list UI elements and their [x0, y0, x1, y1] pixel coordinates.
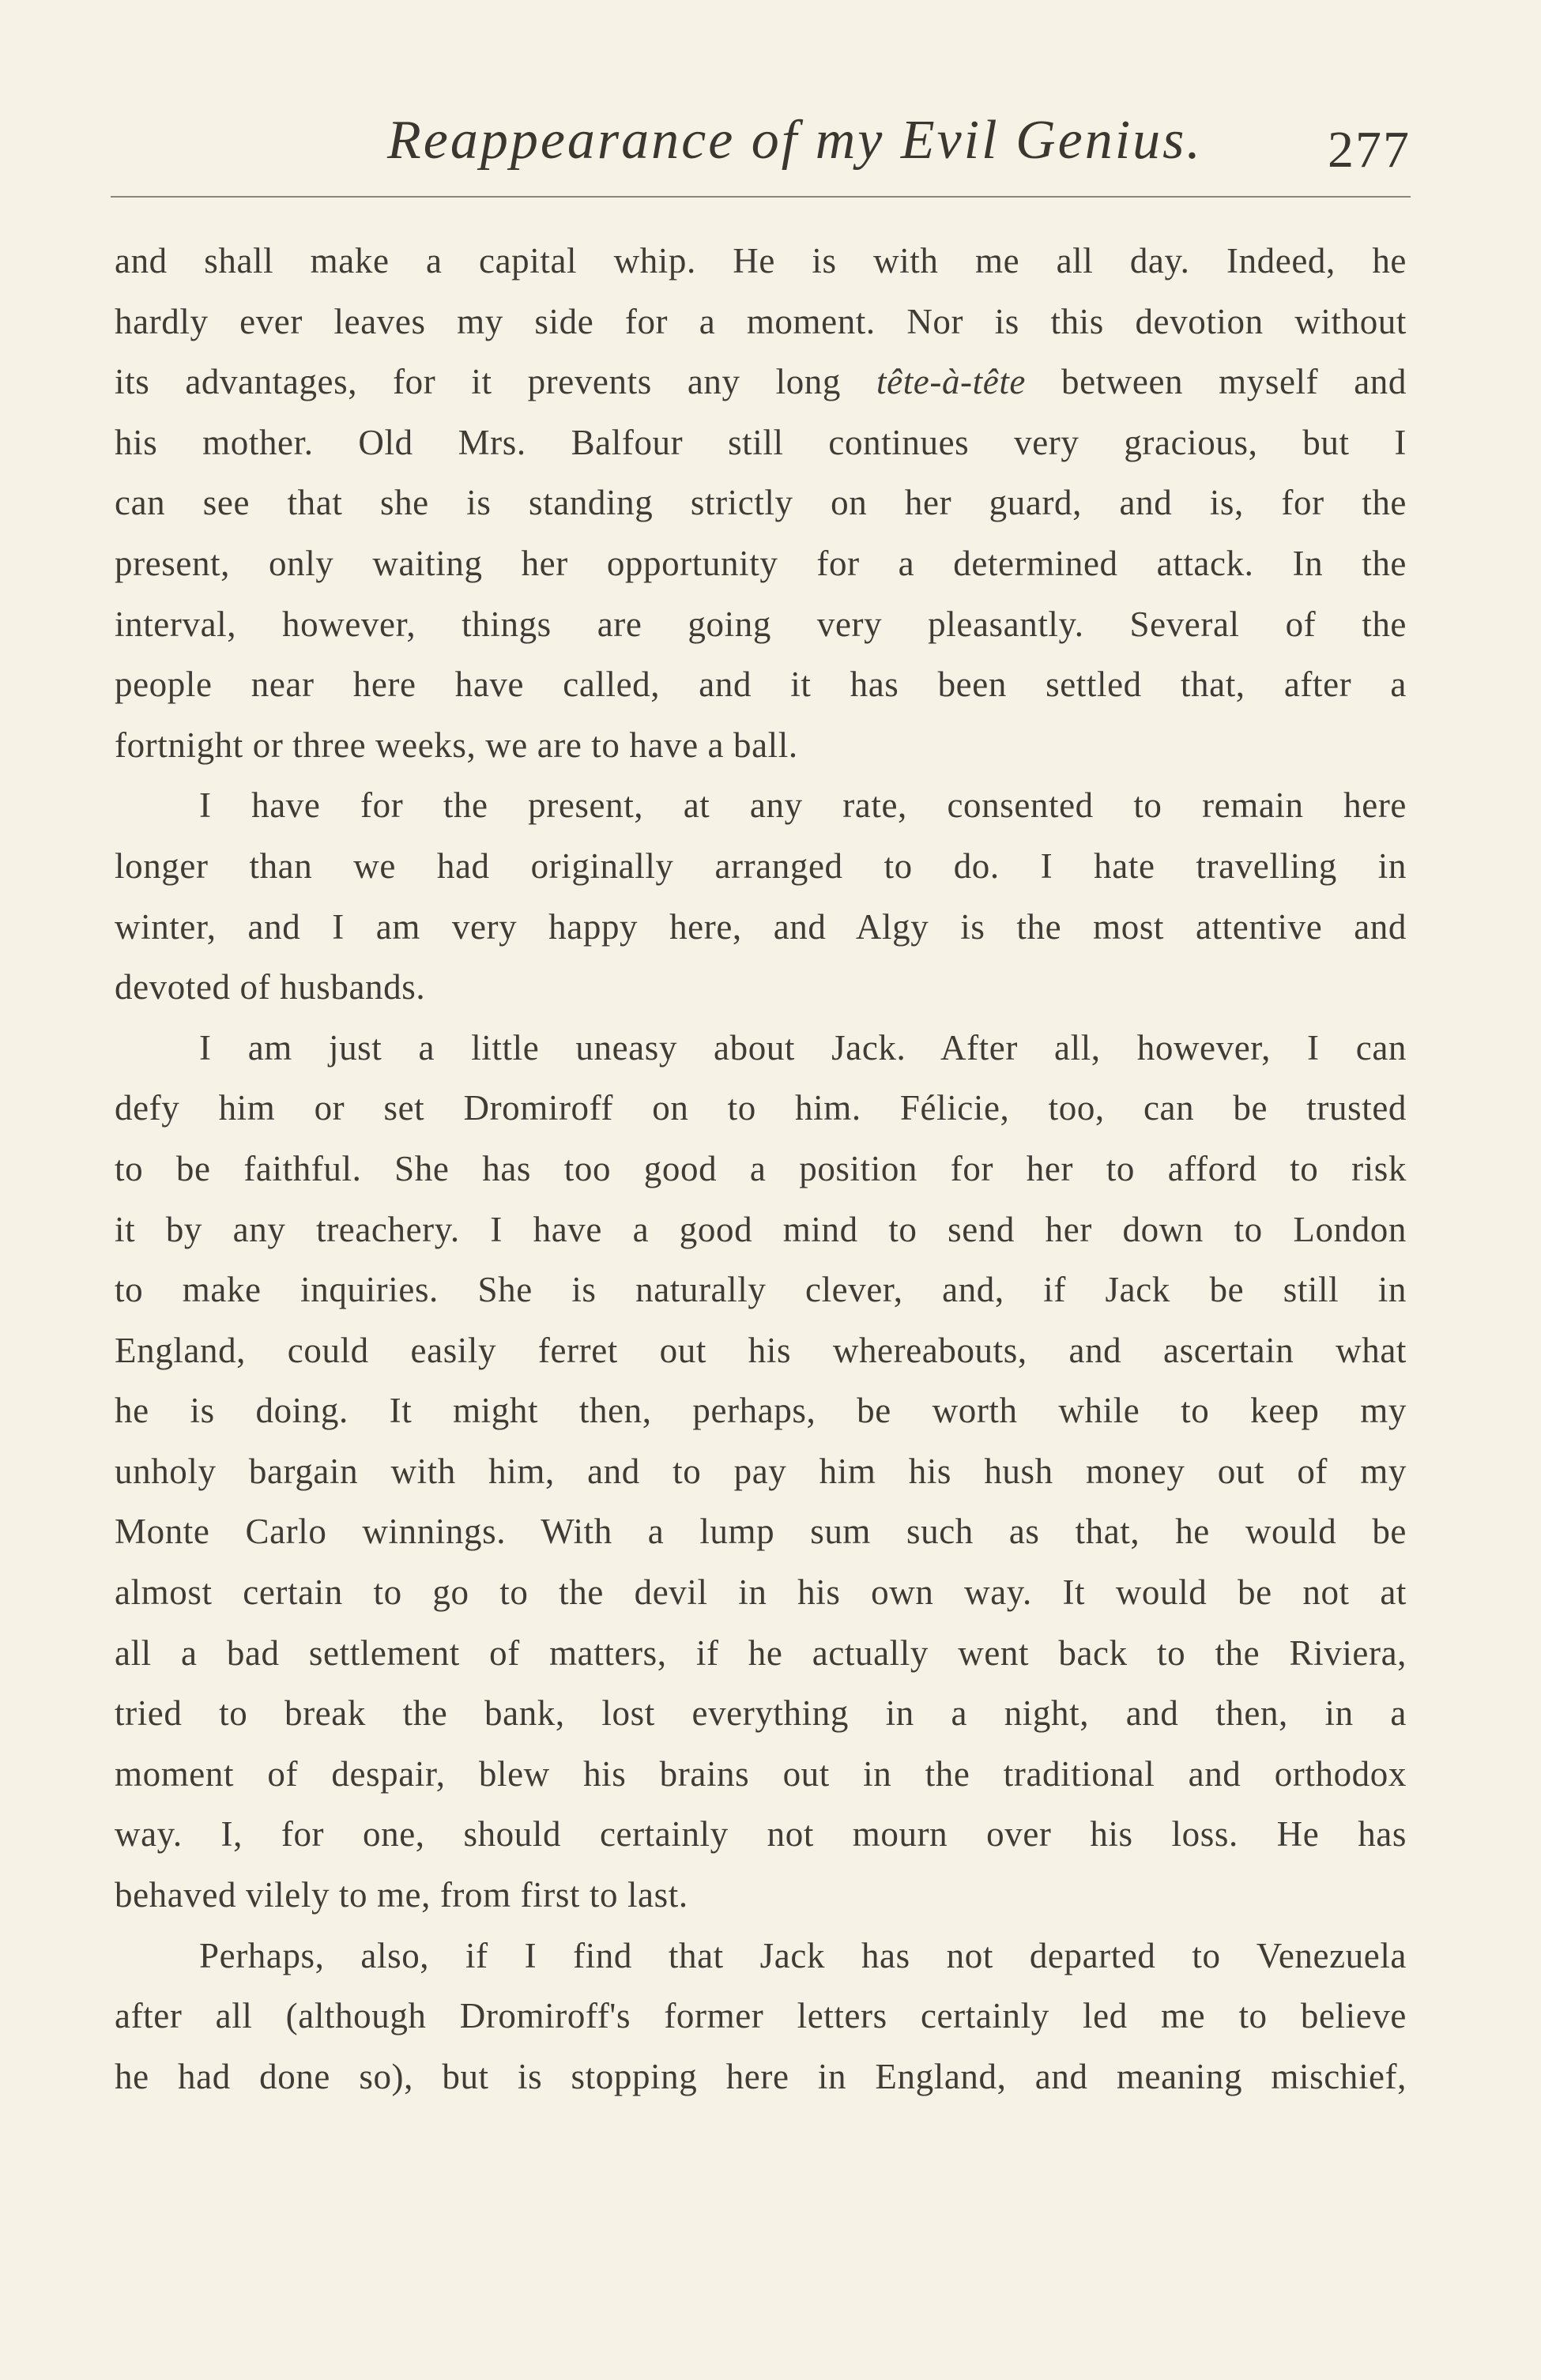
text-line: can see that she is standing strictly on her guard, and is, for the: [115, 483, 1407, 523]
text-line: it by any treachery. I have a good mind to send her down to London: [115, 1209, 1407, 1249]
paragraph-first-line: I am just a little uneasy about Jack. After all, however, I can: [199, 1027, 1407, 1068]
text-line: winter, and I am very happy here, and Algy is the most attentive and: [115, 906, 1407, 947]
text-line: he is doing. It might then, perhaps, be worth while to keep my: [115, 1391, 1407, 1431]
text-line: he had done so), but is stopping here in England, and meaning mischief,: [115, 2056, 1407, 2096]
text-line: to make inquiries. She is naturally clever, and, if Jack be still in: [115, 1270, 1407, 1310]
text-line: way. I, for one, should certainly not mourn over his loss. He has: [115, 1814, 1407, 1855]
text-line: unholy bargain with him, and to pay him his hush money out of my: [115, 1451, 1407, 1491]
text-line: and shall make a capital whip. He is with me all day. Indeed, he: [115, 241, 1407, 281]
text-line: hardly ever leaves my side for a moment. Nor is this devotion without: [115, 301, 1407, 341]
running-title: Reappearance of my Evil Genius.: [387, 110, 1203, 171]
header-rule: [111, 196, 1411, 198]
text-line: interval, however, things are going very pleasantly. Several of the: [115, 604, 1407, 644]
text-line: moment of despair, blew his brains out in the traditional and orthodox: [115, 1753, 1407, 1794]
paragraph-first-line: Perhaps, also, if I find that Jack has not departed to Venezuela: [199, 1935, 1407, 1975]
text-run: between myself and: [1026, 362, 1407, 402]
text-line: Monte Carlo winnings. With a lump sum such as that, he would be: [115, 1512, 1407, 1552]
body-text: [115, 231, 1407, 2107]
text-line: present, only waiting her opportunity for a determined attack. In the: [115, 543, 1407, 583]
text-line: tried to break the bank, lost everything in a night, and then, in a: [115, 1693, 1407, 1734]
page-number: 277: [1328, 121, 1411, 179]
text-line: fortnight or three weeks, we are to have a ball.: [115, 725, 798, 765]
text-line: almost certain to go to the devil in his own way. It would be not at: [115, 1572, 1407, 1613]
text-line: England, could easily ferret out his whereabouts, and ascertain what: [115, 1330, 1407, 1370]
italic-phrase: tête-à-tête: [876, 362, 1026, 402]
text-line: defy him or set Dromiroff on to him. Félicie, too, can be trusted: [115, 1088, 1407, 1128]
text-line: his mother. Old Mrs. Balfour still continues very gracious, but I: [115, 422, 1407, 462]
text-line: all a bad settlement of matters, if he actually went back to the Riviera,: [115, 1632, 1407, 1673]
text-line: devoted of husbands.: [115, 967, 426, 1007]
text-line: behaved vilely to me, from first to last.: [115, 1875, 688, 1915]
paragraph-first-line: I have for the present, at any rate, consented to remain here: [199, 785, 1407, 826]
text-line: [115, 352, 1407, 412]
page-header: [111, 93, 1411, 188]
text-run: its advantages, for it prevents any long: [115, 362, 877, 402]
text-line: to be faithful. She has too good a position for her to afford to risk: [115, 1148, 1407, 1188]
text-line: after all (although Dromiroff's former letters certainly led me to believe: [115, 1996, 1407, 2036]
text-line: people near here have called, and it has been settled that, after a: [115, 665, 1407, 705]
text-line: longer than we had originally arranged to do. I hate travelling in: [115, 845, 1407, 886]
